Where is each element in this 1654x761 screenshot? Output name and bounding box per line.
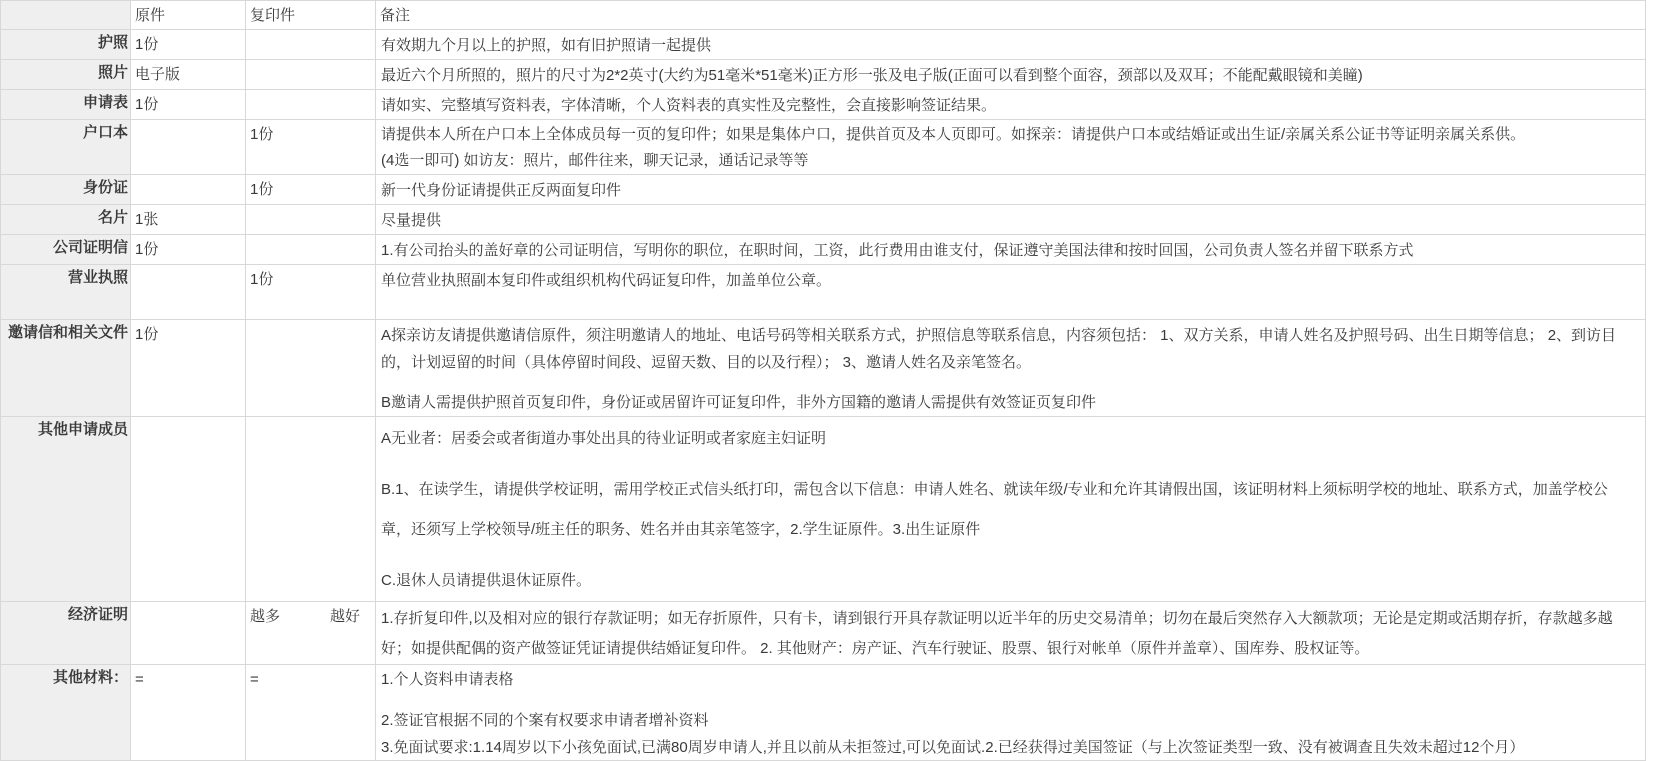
remarks-cell xyxy=(376,30,1646,60)
remark-paragraph: 1.个人资料申请表格 xyxy=(381,671,514,688)
remark-paragraph: 请提供本人所在户口本上全体成员每一页的复印件；如果是集体户口，提供首页及本人页即可。如探亲：请提供户口本或结婚证或出生证/亲属关系公证书等证明亲属关系供。 xyxy=(381,126,1526,143)
copy-cell xyxy=(246,60,376,90)
copy-cell: 1份 xyxy=(246,120,376,175)
row-label: 户口本 xyxy=(1,120,131,175)
remark-paragraph: (4选一即可) 如访友：照片，邮件往来，聊天记录，通话记录等等 xyxy=(381,152,809,169)
copy-cell xyxy=(246,205,376,235)
remark-paragraph: 2.签证官根据不同的个案有权要求申请者增补资料 xyxy=(381,712,709,729)
remarks-cell xyxy=(376,417,1646,602)
copy-cell: = xyxy=(246,665,376,761)
remarks-cell xyxy=(376,235,1646,265)
original-cell: 1张 xyxy=(131,205,246,235)
copy-cell xyxy=(246,30,376,60)
remark-paragraph: 新一代身份证请提供正反两面复印件 xyxy=(381,182,622,199)
row-label: 其他材料： xyxy=(1,665,131,761)
remark-paragraph: 尽量提供 xyxy=(381,212,442,229)
original-cell xyxy=(131,175,246,205)
header-remarks: 备注 xyxy=(376,1,1646,30)
remark-paragraph: 3.免面试要求:1.14周岁以下小孩免面试,已满80周岁申请人,并且以前从未拒签过,可以免面试.2.已经获得过美国签证（与上次签证类型一致、没有被调查且失效未超过12个月） xyxy=(381,739,1525,756)
row-label: 邀请信和相关文件 xyxy=(1,320,131,417)
remarks-cell xyxy=(376,60,1646,90)
row-label: 申请表 xyxy=(1,90,131,120)
table-header-row xyxy=(1,1,1646,30)
row-label: 公司证明信 xyxy=(1,235,131,265)
table-row-passport xyxy=(1,30,1646,60)
table-row-business-license xyxy=(1,265,1646,320)
table-row-id-card xyxy=(1,175,1646,205)
table-row-financial-proof xyxy=(1,602,1646,665)
original-cell: 1份 xyxy=(131,30,246,60)
header-item-cell xyxy=(1,1,131,30)
table-row-business-card xyxy=(1,205,1646,235)
remarks-cell xyxy=(376,90,1646,120)
header-original: 原件 xyxy=(131,1,246,30)
remarks-cell xyxy=(376,665,1646,761)
remarks-cell xyxy=(376,602,1646,665)
original-cell xyxy=(131,120,246,175)
remark-paragraph: B邀请人需提供护照首页复印件，身份证或居留许可证复印件，非外方国籍的邀请人需提供有效签证页复印件 xyxy=(381,394,1097,411)
remark-paragraph: 有效期九个月以上的护照，如有旧护照请一起提供 xyxy=(381,37,712,54)
original-cell: 1份 xyxy=(131,90,246,120)
original-cell: = xyxy=(131,665,246,761)
copy-cell: 1份 xyxy=(246,175,376,205)
original-cell xyxy=(131,602,246,665)
table-row-invitation-letter xyxy=(1,320,1646,417)
row-label: 照片 xyxy=(1,60,131,90)
table-row-other-materials xyxy=(1,665,1646,761)
original-cell xyxy=(131,265,246,320)
remark-paragraph: 1.存折复印件,以及相对应的银行存款证明；如无存折原件，只有卡，请到银行开具存款证明以近半年的历史交易清单；切勿在最后突然存入大额款项；无论是定期或活期存折，存款越多越好；如提供配偶的资产做签证凭证请提供结婚证复印件。 2. 其他财产：房产证、汽车行驶证、股票、银行对帐单（原件并盖章）、国库券、股权证等。 xyxy=(381,610,1613,657)
row-label: 名片 xyxy=(1,205,131,235)
row-label: 护照 xyxy=(1,30,131,60)
remark-paragraph: B.1、在读学生，请提供学校证明，需用学校正式信头纸打印，需包含以下信息：申请人姓名、就读年级/专业和允许其请假出国，该证明材料上须标明学校的地址、联系方式，加盖学校公章，还须写上学校领导/班主任的职务、姓名并由其亲笔签字，2.学生证原件。3.出生证原件 xyxy=(381,481,1608,538)
copy-cell: 越多 越好 xyxy=(246,602,376,665)
remarks-cell xyxy=(376,175,1646,205)
remarks-cell xyxy=(376,205,1646,235)
original-cell: 1份 xyxy=(131,235,246,265)
copy-cell xyxy=(246,235,376,265)
copy-cell xyxy=(246,320,376,417)
remarks-cell xyxy=(376,265,1646,320)
remarks-cell xyxy=(376,120,1646,175)
original-cell: 电子版 xyxy=(131,60,246,90)
original-cell: 1份 xyxy=(131,320,246,417)
row-label: 身份证 xyxy=(1,175,131,205)
remark-paragraph: 最近六个月所照的，照片的尺寸为2*2英寸(大约为51毫米*51毫米)正方形一张及电子版(正面可以看到整个面容，颈部以及双耳；不能配戴眼镜和美瞳) xyxy=(381,67,1363,84)
header-copy: 复印件 xyxy=(246,1,376,30)
copy-cell: 1份 xyxy=(246,265,376,320)
remark-paragraph: A无业者：居委会或者街道办事处出具的待业证明或者家庭主妇证明 xyxy=(381,430,827,447)
remark-paragraph: 1.有公司抬头的盖好章的公司证明信，写明你的职位，在职时间，工资，此行费用由谁支付，保证遵守美国法律和按时回国，公司负责人签名并留下联系方式 xyxy=(381,242,1414,259)
original-cell xyxy=(131,417,246,602)
row-label: 其他申请成员 xyxy=(1,417,131,602)
row-label: 营业执照 xyxy=(1,265,131,320)
remarks-cell xyxy=(376,320,1646,417)
remark-paragraph: 单位营业执照副本复印件或组织机构代码证复印件，加盖单位公章。 xyxy=(381,272,832,289)
copy-cell xyxy=(246,417,376,602)
row-label: 经济证明 xyxy=(1,602,131,665)
table-row-application-form xyxy=(1,90,1646,120)
table-row-household-register xyxy=(1,120,1646,175)
copy-cell xyxy=(246,90,376,120)
remark-paragraph: A探亲访友请提供邀请信原件，须注明邀请人的地址、电话号码等相关联系方式，护照信息等联系信息，内容须包括： 1、双方关系，申请人姓名及护照号码、出生日期等信息； 2、到访目的，计划逗留的时间（具体停留时间段、逗留天数、目的以及行程）； 3、邀请人姓名及亲笔签名。 xyxy=(381,327,1617,371)
table-row-company-letter xyxy=(1,235,1646,265)
remark-paragraph: C.退休人员请提供退休证原件。 xyxy=(381,572,592,589)
table-row-other-applicant-members xyxy=(1,417,1646,602)
table-row-photo xyxy=(1,60,1646,90)
remark-paragraph: 请如实、完整填写资料表，字体清晰，个人资料表的真实性及完整性，会直接影响签证结果。 xyxy=(381,97,997,114)
